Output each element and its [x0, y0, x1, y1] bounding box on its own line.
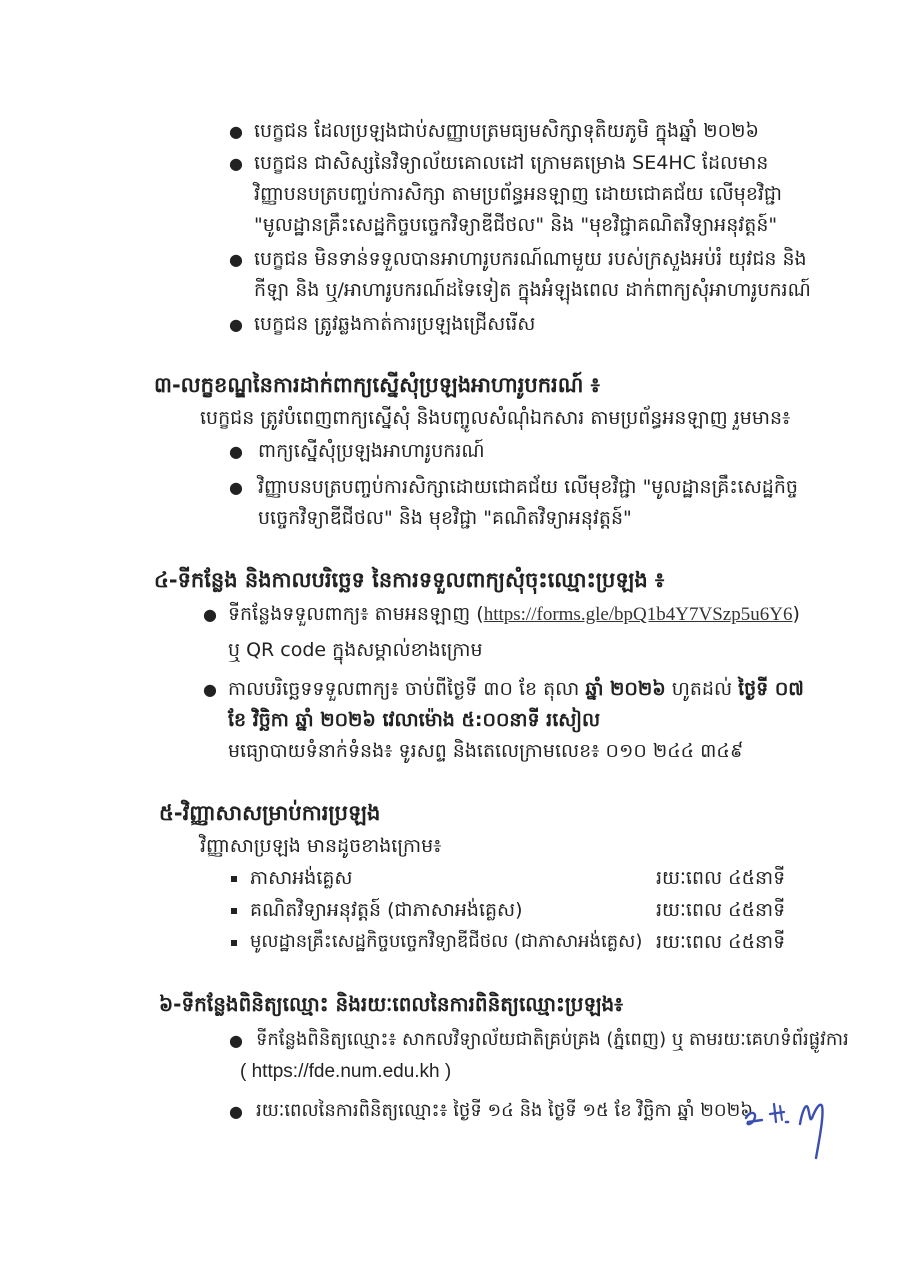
eligibility-item-2-line-1: បេក្ខជន ជាសិស្សនៃវិទ្យាល័យគោលដៅ ក្រោមគម្រោង SE4HC ដែលមាន	[254, 152, 769, 174]
section-3-heading: ៣-លក្ខខណ្ឌនៃការដាក់ពាក្យស្នើសុំប្រឡងអាហារូបករណ៍ ៖	[154, 373, 600, 397]
bullet-dot: ●	[229, 122, 243, 141]
application-doc-2-line-1: វិញ្ញាបនបត្របញ្ចប់ការសិក្សាដោយជោគជ័យ លើមុខវិជ្ជា "មូលដ្ឋានគ្រឹះសេដ្ឋកិច្ច	[258, 476, 798, 498]
bullet-dot: ●	[229, 1102, 243, 1121]
period-end-day: ថ្ងៃទី ០៧	[738, 678, 804, 700]
eligibility-item-4: បេក្ខជន ត្រូវឆ្លងកាត់ការប្រឡងជ្រើសរើស	[254, 313, 536, 335]
section-5-intro: វិញ្ញាសាប្រឡង មានដូចខាងក្រោម៖	[200, 835, 442, 857]
registration-form-link[interactable]: https://forms.gle/bpQ1b4Y7VSzp5u6Y6	[483, 604, 793, 625]
bullet-dot: ●	[229, 250, 243, 269]
registration-period-line-1	[228, 675, 804, 703]
eligibility-item-3-line-1: បេក្ខជន មិនទាន់ទទួលបានអាហារូបករណ៍ណាមួយ របស់ក្រសួងអប់រំ យុវជន និង	[254, 248, 807, 270]
registration-place-label: ទីកន្លែងទទួលពាក្យ៖ តាមអនឡាញ (	[228, 603, 484, 625]
contact-info: មធ្យោបាយទំនាក់ទំនង៖ ទូរសព្ទ និងតេលេក្រាមលេខ៖ ០១០ ២៤៤ ៣៤៩	[228, 740, 744, 762]
eligibility-item-3-line-2: កីឡា និង ឬ/អាហារូបករណ៍ដទៃទៀត ក្នុងអំឡុងពេល ដាក់ពាក្យសុំអាហារូបករណ៍	[254, 279, 811, 301]
eligibility-item-2-line-3: "មូលដ្ឋានគ្រឹះសេដ្ឋកិច្ចបច្ចេកវិទ្យាឌីជីថល" និង "មុខវិជ្ជាគណិតវិទ្យាអនុវត្តន៍"	[254, 214, 778, 236]
bullet-dot: ●	[229, 478, 243, 497]
bullet-dot: ●	[203, 680, 217, 699]
exam-duration-2: រយៈពេល ៤៥នាទី	[656, 899, 786, 921]
official-website[interactable]: ( https://fde.num.edu.kh )	[240, 1061, 452, 1082]
period-until: ហូតដល់	[665, 678, 739, 700]
exam-duration-1: រយៈពេល ៤៥នាទី	[656, 867, 786, 889]
exam-subject-1: ភាសាអង់គ្លេស	[250, 867, 353, 889]
exam-duration-3: រយៈពេល ៤៥នាទី	[656, 931, 786, 953]
name-check-place: ទីកន្លែងពិនិត្យឈ្មោះ៖ សាកលវិទ្យាល័យជាតិគ្រប់គ្រង (ភ្នំពេញ) ឬ តាមរយៈគេហទំព័រផ្លូវការ	[256, 1029, 849, 1050]
eligibility-item-1: បេក្ខជន ដែលប្រឡងជាប់សញ្ញាបត្រមធ្យមសិក្សាទុតិយភូមិ ក្នុងឆ្នាំ ២០២៦	[254, 120, 759, 142]
registration-period-line-2: ខែ វិច្ឆិកា ឆ្នាំ ២០២៦ វេលាម៉ោង ៥:០០នាទី រសៀល	[228, 709, 601, 731]
bullet-dot: ●	[229, 1031, 243, 1050]
application-doc-2-line-2: បច្ចេកវិទ្យាឌីជីថល" និង មុខវិជ្ជា "គណិតវិទ្យាអនុវត្តន៍"	[258, 507, 632, 529]
qr-code-note: ឬ QR code ក្នុងសម្គាល់ខាងក្រោម	[228, 639, 483, 661]
bullet-dot: ●	[229, 315, 243, 334]
application-doc-1: ពាក្យស្នើសុំប្រឡងអាហារូបករណ៍	[258, 440, 485, 462]
exam-subject-3: មូលដ្ឋានគ្រឹះសេដ្ឋកិច្ចបច្ចេកវិទ្យាឌីជីថល (ជាភាសាអង់គ្លេស)	[250, 931, 643, 952]
eligibility-item-2-line-2: វិញ្ញាបនបត្របញ្ចប់ការសិក្សា តាមប្រព័ន្ធអនឡាញ ដោយជោគជ័យ លើមុខវិជ្ជា	[254, 183, 783, 205]
square-bullet	[231, 908, 237, 914]
handwritten-initials	[740, 1092, 840, 1162]
period-start: កាលបរិច្ឆេទទទួលពាក្យ៖ ចាប់ពីថ្ងៃទី ៣០ ខែ តុលា	[228, 678, 586, 700]
link-close-paren: )	[792, 603, 800, 625]
section-3-intro: បេក្ខជន ត្រូវបំពេញពាក្យស្នើសុំ និងបញ្ចូលសំណុំឯកសារ តាមប្រព័ន្ធអនឡាញ រួមមាន៖	[200, 407, 791, 429]
bullet-dot: ●	[229, 442, 243, 461]
exam-subject-2: គណិតវិទ្យាអនុវត្តន៍ (ជាភាសាអង់គ្លេស)	[250, 899, 523, 921]
square-bullet	[231, 940, 237, 946]
section-4-heading: ៤-ទីកន្លែង និងកាលបរិច្ឆេទ នៃការទទួលពាក្យសុំចុះឈ្មោះប្រឡង ៖	[154, 568, 665, 592]
bullet-dot: ●	[229, 154, 243, 173]
period-start-year: ឆ្នាំ ២០២៦	[585, 678, 666, 700]
square-bullet	[231, 876, 237, 882]
section-6-heading: ៦-ទីកន្លែងពិនិត្យឈ្មោះ និងរយៈពេលនៃការពិនិត្យឈ្មោះប្រឡង៖	[159, 992, 624, 1016]
bullet-dot: ●	[203, 605, 217, 624]
name-check-period: រយៈពេលនៃការពិនិត្យឈ្មោះ៖ ថ្ងៃទី ១៤ និង ថ្ងៃទី ១៥ ខែ វិច្ឆិកា ឆ្នាំ ២០២៦	[256, 1100, 753, 1121]
section-5-heading: ៥-វិញ្ញាសាសម្រាប់ការប្រឡង	[159, 801, 381, 825]
registration-place	[228, 600, 800, 629]
